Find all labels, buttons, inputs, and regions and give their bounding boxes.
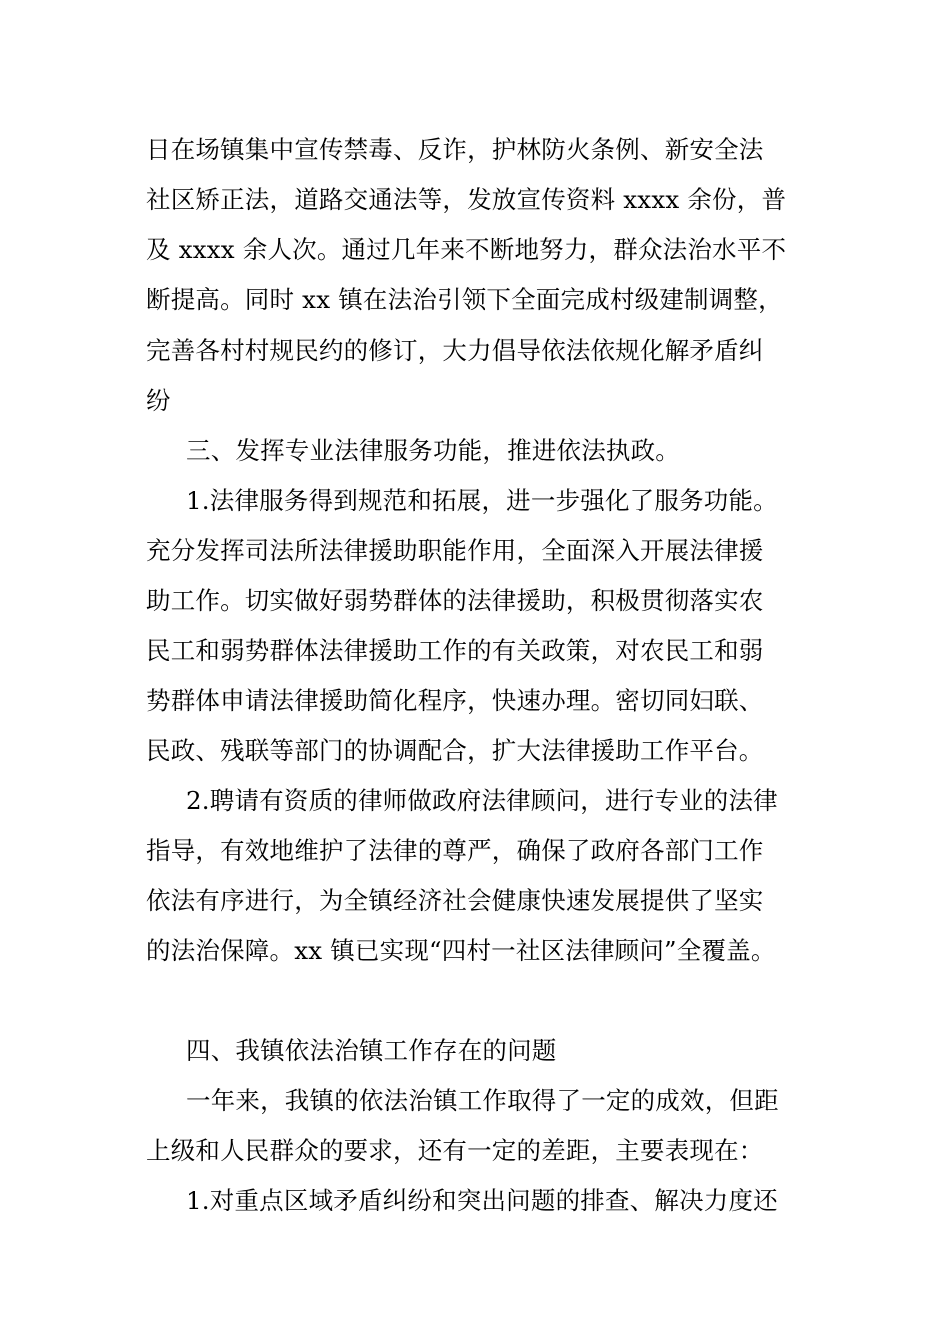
- section-heading: 四、我镇依法治镇工作存在的问题: [186, 1036, 557, 1065]
- paragraph-line: 民政、残联等部门的协调配合，扩大法律援助工作平台。: [146, 736, 764, 765]
- paragraph-line: 充分发挥司法所法律援助职能作用，全面深入开展法律援: [146, 536, 764, 565]
- paragraph-line: 依法有序进行，为全镇经济社会健康快速发展提供了坚实: [146, 886, 764, 915]
- paragraph-line: 纷: [146, 386, 171, 415]
- paragraph-line: 1.对重点区域矛盾纠纷和突出问题的排查、解决力度还: [186, 1186, 778, 1215]
- paragraph-line: 完善各村村规民约的修订，大力倡导依法依规化解矛盾纠: [146, 336, 764, 365]
- paragraph-line: 民工和弱势群体法律援助工作的有关政策，对农民工和弱: [146, 636, 764, 665]
- section-heading: 三、发挥专业法律服务功能，推进依法执政。: [186, 436, 680, 465]
- paragraph-line: 的法治保障。xx 镇已实现“四村一社区法律顾问”全覆盖。: [146, 936, 776, 965]
- paragraph-line: 指导，有效地维护了法律的尊严，确保了政府各部门工作: [146, 836, 764, 865]
- paragraph-line: 2.聘请有资质的律师做政府法律顾问，进行专业的法律: [186, 786, 778, 815]
- paragraph-line: 社区矫正法，道路交通法等，发放宣传资料 xxxx 余份，普: [146, 185, 787, 214]
- paragraph-line: 及 xxxx 余人次。通过几年来不断地努力，群众法治水平不: [146, 235, 787, 264]
- paragraph-line: 日在场镇集中宣传禁毒、反诈，护林防火条例、新安全法: [146, 135, 764, 164]
- paragraph-line: 一年来，我镇的依法治镇工作取得了一定的成效，但距: [186, 1086, 779, 1115]
- paragraph-line: 断提高。同时 xx 镇在法治引领下全面完成村级建制调整，: [146, 285, 783, 314]
- paragraph-line: 上级和人民群众的要求，还有一定的差距，主要表现在：: [146, 1136, 764, 1165]
- paragraph-line: 助工作。切实做好弱势群体的法律援助，积极贯彻落实农: [146, 586, 764, 615]
- paragraph-line: 势群体申请法律援助简化程序，快速办理。密切同妇联、: [146, 686, 764, 715]
- paragraph-line: 1.法律服务得到规范和拓展，进一步强化了服务功能。: [186, 486, 778, 515]
